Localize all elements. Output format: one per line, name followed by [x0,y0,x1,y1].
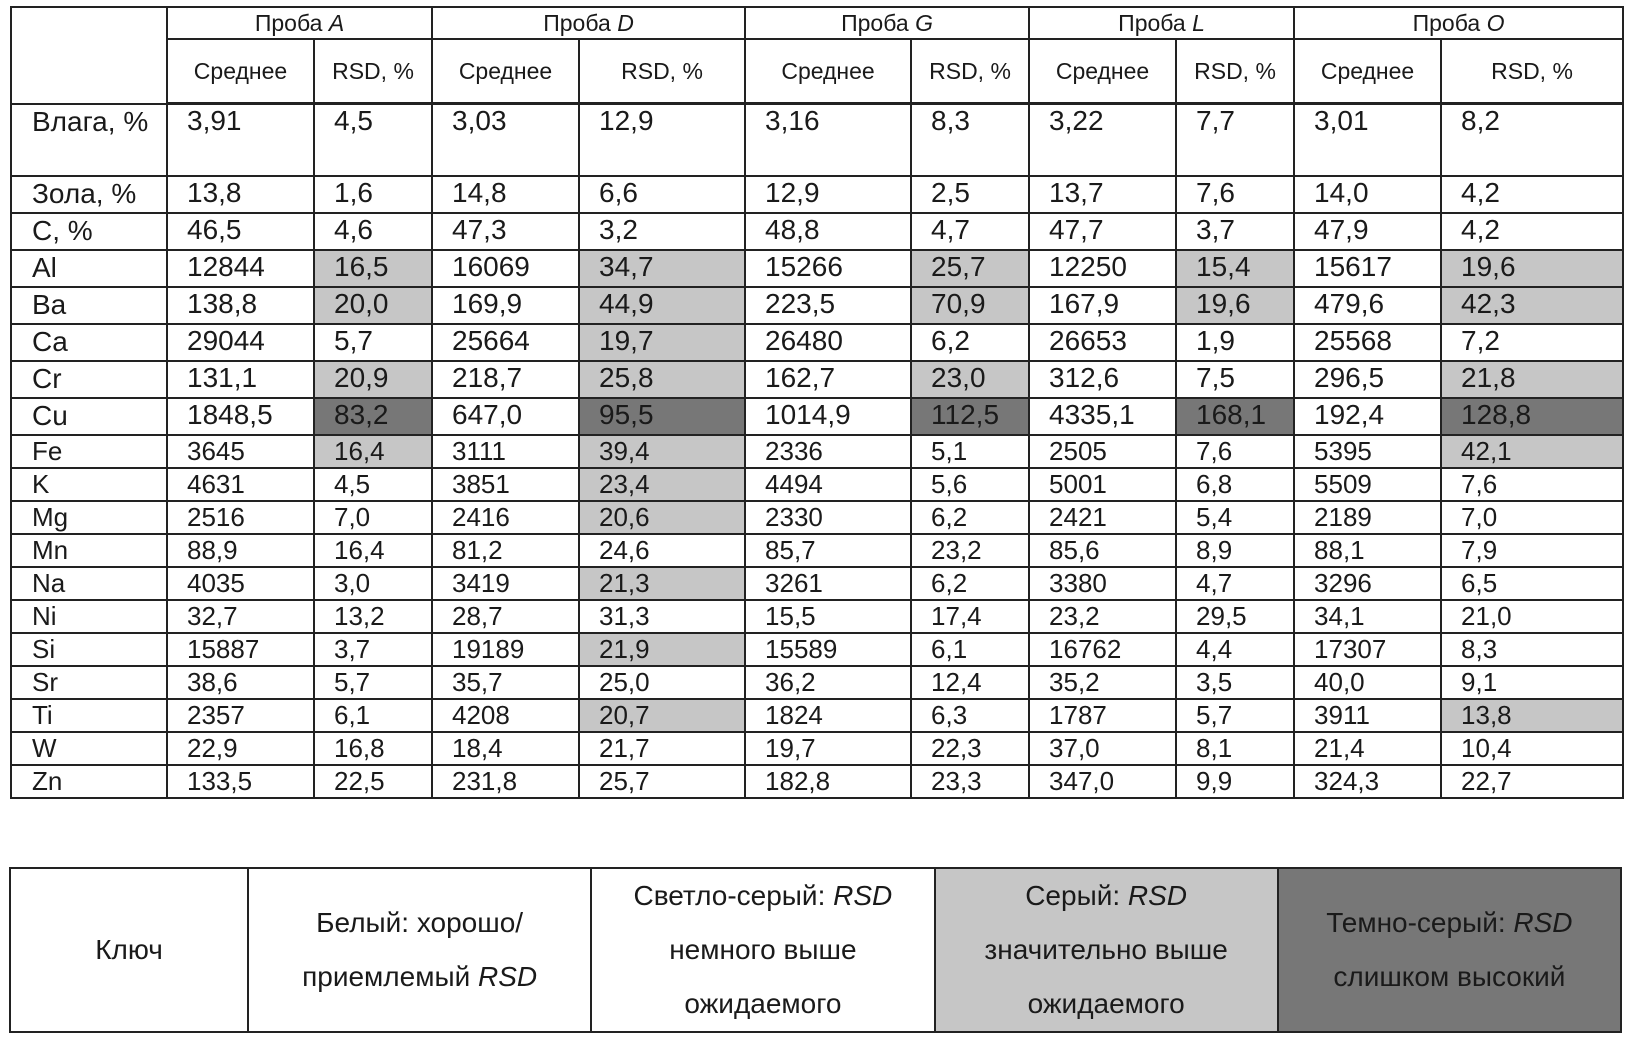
rsd-cell: 128,8 [1441,398,1623,435]
legend-gray-text-b: значительно выше [984,934,1228,965]
legend-dark-text-b: слишком высокий [1333,961,1566,992]
rsd-cell: 4,4 [1176,633,1294,666]
table-row [11,699,1623,732]
mean-cell: 14,0 [1294,176,1441,213]
mean-cell: 218,7 [432,361,579,398]
table-row [11,361,1623,398]
mean-cell: 169,9 [432,287,579,324]
rsd-cell: 4,5 [314,104,432,176]
rsd-cell: 5,7 [314,666,432,699]
mean-cell: 3380 [1029,567,1176,600]
mean-cell: 3296 [1294,567,1441,600]
rsd-cell: 3,7 [1176,213,1294,250]
mean-cell: 2330 [745,501,911,534]
mean-cell: 3,91 [167,104,314,176]
rsd-cell: 7,0 [1441,501,1623,534]
table-row [11,104,1623,176]
rsd-cell: 12,9 [579,104,745,176]
row-label: Cu [11,398,167,435]
rsd-cell: 3,5 [1176,666,1294,699]
table-row [11,324,1623,361]
legend-gray-rsd: RSD [1127,880,1188,911]
mean-cell: 36,2 [745,666,911,699]
row-label: Ti [11,699,167,732]
table-row [11,765,1623,798]
col-rsd-header: RSD, % [579,39,745,104]
rsd-cell: 25,7 [579,765,745,798]
mean-cell: 17307 [1294,633,1441,666]
mean-cell: 47,9 [1294,213,1441,250]
legend-white [248,868,591,1032]
rsd-cell: 23,4 [579,468,745,501]
rsd-cell: 21,9 [579,633,745,666]
mean-cell: 12844 [167,250,314,287]
mean-cell: 3911 [1294,699,1441,732]
mean-cell: 46,5 [167,213,314,250]
row-label: Ca [11,324,167,361]
rsd-cell: 21,8 [1441,361,1623,398]
legend-white-text-a: Белый: хорошо/ [316,907,524,938]
rsd-cell: 7,6 [1176,435,1294,468]
legend-key-label: Ключ [10,868,248,1032]
row-label: K [11,468,167,501]
rsd-cell: 6,2 [911,567,1029,600]
mean-cell: 4335,1 [1029,398,1176,435]
rsd-cell: 9,9 [1176,765,1294,798]
mean-cell: 223,5 [745,287,911,324]
mean-cell: 29044 [167,324,314,361]
mean-cell: 3645 [167,435,314,468]
mean-cell: 5395 [1294,435,1441,468]
rsd-cell: 7,2 [1441,324,1623,361]
rsd-cell: 3,2 [579,213,745,250]
mean-cell: 4631 [167,468,314,501]
column-header-row [11,39,1623,104]
mean-cell: 14,8 [432,176,579,213]
mean-cell: 15617 [1294,250,1441,287]
mean-cell: 15887 [167,633,314,666]
rsd-cell: 95,5 [579,398,745,435]
rsd-cell: 5,6 [911,468,1029,501]
rsd-cell: 7,6 [1176,176,1294,213]
rsd-cell: 20,7 [579,699,745,732]
rsd-cell: 13,8 [1441,699,1623,732]
rsd-cell: 5,4 [1176,501,1294,534]
group-header-d: Проба D [432,7,745,39]
col-rsd-header: RSD, % [314,39,432,104]
legend-light-rsd: RSD [833,880,893,911]
mean-cell: 1014,9 [745,398,911,435]
row-label: Mg [11,501,167,534]
table-row [11,732,1623,765]
row-label: Na [11,567,167,600]
rsd-cell: 16,5 [314,250,432,287]
legend-light-text-a: Светло-серый: [633,880,834,911]
rsd-cell: 22,5 [314,765,432,798]
mean-cell: 88,9 [167,534,314,567]
mean-cell: 3261 [745,567,911,600]
rsd-cell: 7,7 [1176,104,1294,176]
rsd-cell: 6,5 [1441,567,1623,600]
rsd-cell: 6,8 [1176,468,1294,501]
rsd-cell: 10,4 [1441,732,1623,765]
col-mean-header: Среднее [1294,39,1441,104]
col-mean-header: Среднее [167,39,314,104]
mean-cell: 324,3 [1294,765,1441,798]
mean-cell: 4494 [745,468,911,501]
mean-cell: 88,1 [1294,534,1441,567]
mean-cell: 12250 [1029,250,1176,287]
rsd-cell: 21,7 [579,732,745,765]
rsd-cell: 12,4 [911,666,1029,699]
mean-cell: 16069 [432,250,579,287]
rsd-cell: 16,8 [314,732,432,765]
table-row [11,468,1623,501]
rsd-cell: 7,6 [1441,468,1623,501]
rsd-cell: 168,1 [1176,398,1294,435]
mean-cell: 5509 [1294,468,1441,501]
rsd-cell: 20,6 [579,501,745,534]
legend-row [10,868,1621,1032]
mean-cell: 47,3 [432,213,579,250]
rsd-cell: 15,4 [1176,250,1294,287]
rsd-cell: 4,2 [1441,213,1623,250]
row-label: Mn [11,534,167,567]
mean-cell: 37,0 [1029,732,1176,765]
row-label: Zn [11,765,167,798]
legend-white-rsd: RSD [478,961,538,992]
mean-cell: 19189 [432,633,579,666]
rsd-cell: 6,2 [911,324,1029,361]
mean-cell: 479,6 [1294,287,1441,324]
rsd-cell: 5,7 [314,324,432,361]
rsd-cell: 70,9 [911,287,1029,324]
mean-cell: 231,8 [432,765,579,798]
rsd-cell: 7,9 [1441,534,1623,567]
rsd-cell: 21,0 [1441,600,1623,633]
mean-cell: 13,8 [167,176,314,213]
rsd-cell: 6,1 [314,699,432,732]
rsd-cell: 3,7 [314,633,432,666]
mean-cell: 167,9 [1029,287,1176,324]
mean-cell: 25568 [1294,324,1441,361]
rsd-cell: 8,3 [911,104,1029,176]
rsd-cell: 19,6 [1176,287,1294,324]
rsd-cell: 4,7 [911,213,1029,250]
mean-cell: 85,7 [745,534,911,567]
rsd-cell: 16,4 [314,435,432,468]
rsd-cell: 20,0 [314,287,432,324]
rsd-cell: 5,1 [911,435,1029,468]
rsd-cell: 4,6 [314,213,432,250]
corner-cell [11,7,167,104]
legend-light-text-b: немного выше [669,934,857,965]
mean-cell: 21,4 [1294,732,1441,765]
mean-cell: 2421 [1029,501,1176,534]
mean-cell: 25664 [432,324,579,361]
rsd-cell: 83,2 [314,398,432,435]
rsd-cell: 19,7 [579,324,745,361]
rsd-cell: 7,5 [1176,361,1294,398]
mean-cell: 5001 [1029,468,1176,501]
rsd-cell: 29,5 [1176,600,1294,633]
rsd-cell: 34,7 [579,250,745,287]
rsd-cell: 8,3 [1441,633,1623,666]
rsd-cell: 6,1 [911,633,1029,666]
mean-cell: 647,0 [432,398,579,435]
mean-cell: 3,22 [1029,104,1176,176]
col-mean-header: Среднее [432,39,579,104]
mean-cell: 2416 [432,501,579,534]
legend-dark-text-a: Темно-серый: [1326,907,1514,938]
legend-light-gray [591,868,934,1032]
table-row [11,398,1623,435]
mean-cell: 4208 [432,699,579,732]
mean-cell: 38,6 [167,666,314,699]
mean-cell: 85,6 [1029,534,1176,567]
group-header-a: Проба A [167,7,432,39]
rsd-cell: 1,6 [314,176,432,213]
mean-cell: 3,01 [1294,104,1441,176]
table-row [11,633,1623,666]
table-row [11,501,1623,534]
row-label: Si [11,633,167,666]
mean-cell: 47,7 [1029,213,1176,250]
mean-cell: 2505 [1029,435,1176,468]
mean-cell: 192,4 [1294,398,1441,435]
table-row [11,435,1623,468]
row-label: Sr [11,666,167,699]
mean-cell: 15,5 [745,600,911,633]
group-header-row [11,7,1623,39]
mean-cell: 22,9 [167,732,314,765]
row-label: W [11,732,167,765]
mean-cell: 2516 [167,501,314,534]
rsd-cell: 44,9 [579,287,745,324]
rsd-cell: 23,2 [911,534,1029,567]
rsd-cell: 22,3 [911,732,1029,765]
col-mean-header: Среднее [745,39,911,104]
rsd-cell: 6,2 [911,501,1029,534]
rsd-cell: 19,6 [1441,250,1623,287]
mean-cell: 4035 [167,567,314,600]
legend-white-text-b: приемлемый [302,961,479,992]
legend-gray [935,868,1278,1032]
rsd-cell: 8,2 [1441,104,1623,176]
group-header-l: Проба L [1029,7,1294,39]
row-label: Cr [11,361,167,398]
mean-cell: 35,7 [432,666,579,699]
rsd-cell: 31,3 [579,600,745,633]
rsd-data-table [10,6,1624,799]
row-label: Ba [11,287,167,324]
legend-dark-gray [1278,868,1621,1032]
mean-cell: 1848,5 [167,398,314,435]
mean-cell: 13,7 [1029,176,1176,213]
rsd-cell: 2,5 [911,176,1029,213]
rsd-cell: 17,4 [911,600,1029,633]
group-header-g: Проба G [745,7,1029,39]
mean-cell: 26480 [745,324,911,361]
table-row [11,534,1623,567]
rsd-cell: 13,2 [314,600,432,633]
mean-cell: 2336 [745,435,911,468]
table-row [11,567,1623,600]
mean-cell: 28,7 [432,600,579,633]
rsd-cell: 23,3 [911,765,1029,798]
rsd-cell: 1,9 [1176,324,1294,361]
mean-cell: 182,8 [745,765,911,798]
mean-cell: 3,16 [745,104,911,176]
row-label: Зола, % [11,176,167,213]
row-label: Al [11,250,167,287]
rsd-cell: 20,9 [314,361,432,398]
rsd-cell: 25,7 [911,250,1029,287]
rsd-cell: 4,7 [1176,567,1294,600]
rsd-cell: 22,7 [1441,765,1623,798]
col-rsd-header: RSD, % [911,39,1029,104]
mean-cell: 12,9 [745,176,911,213]
rsd-cell: 9,1 [1441,666,1623,699]
mean-cell: 347,0 [1029,765,1176,798]
mean-cell: 2189 [1294,501,1441,534]
legend-light-text-c: ожидаемого [684,988,842,1019]
rsd-cell: 24,6 [579,534,745,567]
rsd-cell: 112,5 [911,398,1029,435]
rsd-cell: 16,4 [314,534,432,567]
rsd-cell: 7,0 [314,501,432,534]
col-mean-header: Среднее [1029,39,1176,104]
table-row [11,287,1623,324]
rsd-cell: 4,2 [1441,176,1623,213]
mean-cell: 2357 [167,699,314,732]
mean-cell: 35,2 [1029,666,1176,699]
group-header-o: Проба O [1294,7,1623,39]
legend-dark-rsd: RSD [1513,907,1573,938]
mean-cell: 3111 [432,435,579,468]
rsd-cell: 39,4 [579,435,745,468]
mean-cell: 18,4 [432,732,579,765]
mean-cell: 312,6 [1029,361,1176,398]
mean-cell: 40,0 [1294,666,1441,699]
rsd-cell: 42,3 [1441,287,1623,324]
rsd-cell: 4,5 [314,468,432,501]
mean-cell: 19,7 [745,732,911,765]
table-row [11,213,1623,250]
col-rsd-header: RSD, % [1441,39,1623,104]
rsd-cell: 8,9 [1176,534,1294,567]
mean-cell: 1824 [745,699,911,732]
mean-cell: 16762 [1029,633,1176,666]
mean-cell: 23,2 [1029,600,1176,633]
mean-cell: 296,5 [1294,361,1441,398]
mean-cell: 1787 [1029,699,1176,732]
mean-cell: 3419 [432,567,579,600]
rsd-cell: 5,7 [1176,699,1294,732]
col-rsd-header: RSD, % [1176,39,1294,104]
mean-cell: 34,1 [1294,600,1441,633]
mean-cell: 15589 [745,633,911,666]
mean-cell: 81,2 [432,534,579,567]
rsd-cell: 8,1 [1176,732,1294,765]
table-body [11,104,1623,798]
mean-cell: 162,7 [745,361,911,398]
rsd-cell: 21,3 [579,567,745,600]
legend-gray-text-c: ожидаемого [1027,988,1185,1019]
mean-cell: 48,8 [745,213,911,250]
rsd-cell: 6,3 [911,699,1029,732]
mean-cell: 3851 [432,468,579,501]
mean-cell: 26653 [1029,324,1176,361]
rsd-cell: 6,6 [579,176,745,213]
table-row [11,176,1623,213]
table-row [11,600,1623,633]
legend-gray-text-a: Серый: [1025,880,1128,911]
row-label: Влага, % [11,104,167,176]
row-label: C, % [11,213,167,250]
legend-table [9,867,1622,1033]
row-label: Fe [11,435,167,468]
rsd-cell: 42,1 [1441,435,1623,468]
mean-cell: 32,7 [167,600,314,633]
mean-cell: 15266 [745,250,911,287]
row-label: Ni [11,600,167,633]
rsd-cell: 3,0 [314,567,432,600]
table-row [11,250,1623,287]
mean-cell: 131,1 [167,361,314,398]
rsd-cell: 23,0 [911,361,1029,398]
rsd-cell: 25,8 [579,361,745,398]
mean-cell: 3,03 [432,104,579,176]
table-row [11,666,1623,699]
mean-cell: 138,8 [167,287,314,324]
mean-cell: 133,5 [167,765,314,798]
rsd-cell: 25,0 [579,666,745,699]
